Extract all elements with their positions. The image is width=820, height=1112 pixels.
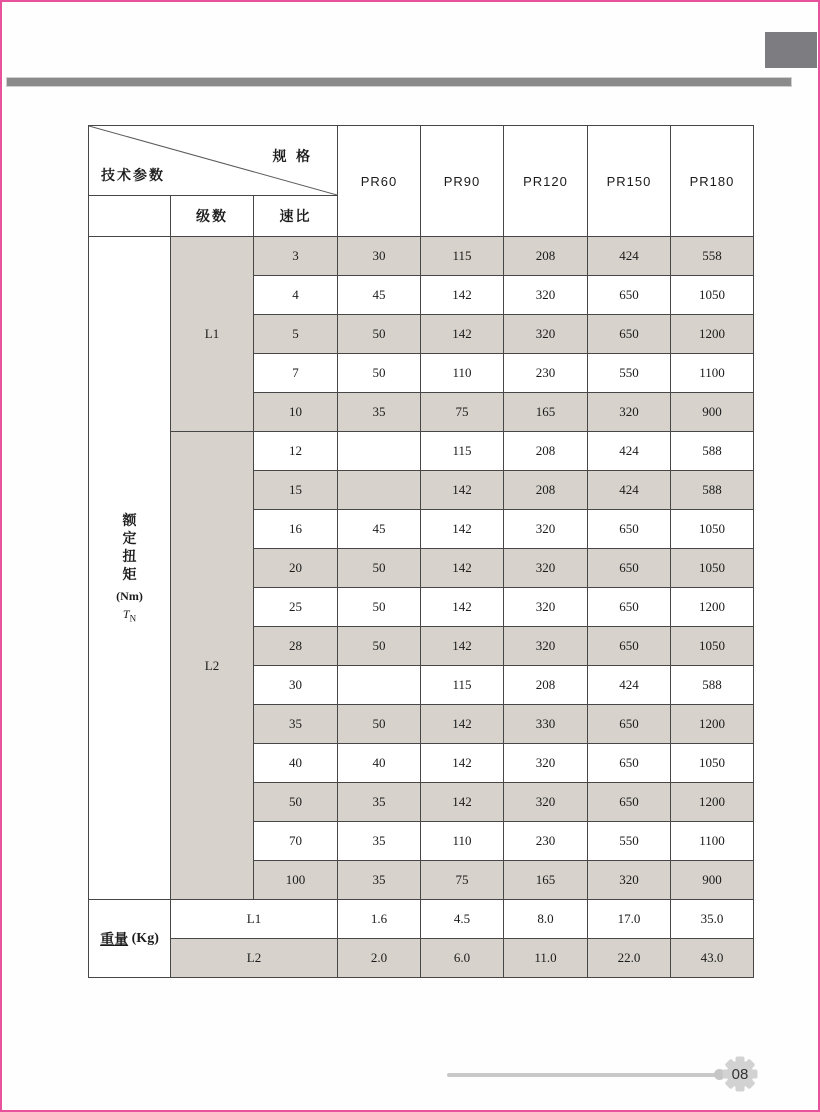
stage-header: 级数 (171, 196, 254, 237)
value-cell: 75 (421, 861, 504, 900)
weight-value-cell: 35.0 (671, 900, 754, 939)
weight-row-label: L1 (171, 900, 338, 939)
value-cell: 142 (421, 315, 504, 354)
weight-value-cell: 1.6 (338, 900, 421, 939)
value-cell: 142 (421, 276, 504, 315)
weight-value-cell: 43.0 (671, 939, 754, 978)
value-cell: 142 (421, 588, 504, 627)
value-cell: 35 (338, 822, 421, 861)
col-header-pr60: PR60 (338, 126, 421, 237)
ratio-cell: 5 (254, 315, 338, 354)
ratio-cell: 3 (254, 237, 338, 276)
value-cell: 650 (588, 549, 671, 588)
value-cell: 550 (588, 822, 671, 861)
torque-char: 矩 (122, 567, 137, 583)
col-header-pr120: PR120 (504, 126, 588, 237)
value-cell: 650 (588, 276, 671, 315)
stage-group-l2: L2 (171, 432, 254, 900)
page-number: 08 (731, 1065, 749, 1083)
ratio-cell: 10 (254, 393, 338, 432)
ratio-cell: 20 (254, 549, 338, 588)
value-cell: 320 (504, 549, 588, 588)
value-cell: 424 (588, 666, 671, 705)
torque-char: 扭 (122, 549, 137, 565)
value-cell: 142 (421, 510, 504, 549)
value-cell (338, 666, 421, 705)
value-cell: 424 (588, 432, 671, 471)
value-cell: 320 (588, 861, 671, 900)
weight-row-label: L2 (171, 939, 338, 978)
value-cell: 35 (338, 861, 421, 900)
value-cell: 650 (588, 627, 671, 666)
value-cell: 50 (338, 315, 421, 354)
value-cell: 320 (504, 783, 588, 822)
weight-value-cell: 6.0 (421, 939, 504, 978)
value-cell: 424 (588, 471, 671, 510)
value-cell: 208 (504, 237, 588, 276)
ratio-cell: 7 (254, 354, 338, 393)
value-cell: 142 (421, 744, 504, 783)
value-cell: 110 (421, 822, 504, 861)
value-cell: 320 (504, 315, 588, 354)
value-cell: 208 (504, 471, 588, 510)
spec-table (88, 125, 754, 978)
ratio-cell: 28 (254, 627, 338, 666)
value-cell: 650 (588, 705, 671, 744)
weight-value-cell: 2.0 (338, 939, 421, 978)
torque-char: 额 (122, 513, 137, 529)
ratio-cell: 4 (254, 276, 338, 315)
weight-unit: (Kg) (131, 930, 159, 946)
ratio-cell: 30 (254, 666, 338, 705)
ratio-header: 速比 (254, 196, 338, 237)
value-cell: 1200 (671, 315, 754, 354)
ratio-cell: 100 (254, 861, 338, 900)
value-cell: 165 (504, 861, 588, 900)
value-cell: 558 (671, 237, 754, 276)
value-cell: 650 (588, 315, 671, 354)
weight-label-cell (89, 900, 171, 978)
value-cell: 115 (421, 432, 504, 471)
ratio-cell: 15 (254, 471, 338, 510)
value-cell: 35 (338, 783, 421, 822)
spec-header-label: 规 格 (272, 150, 313, 165)
weight-value-cell: 8.0 (504, 900, 588, 939)
value-cell: 650 (588, 783, 671, 822)
value-cell: 320 (504, 588, 588, 627)
weight-value-cell: 4.5 (421, 900, 504, 939)
value-cell: 230 (504, 354, 588, 393)
value-cell: 1050 (671, 549, 754, 588)
value-cell: 900 (671, 861, 754, 900)
value-cell: 1200 (671, 588, 754, 627)
table-corner-cell (89, 126, 338, 196)
value-cell: 550 (588, 354, 671, 393)
value-cell: 50 (338, 354, 421, 393)
ratio-cell: 40 (254, 744, 338, 783)
value-cell: 50 (338, 705, 421, 744)
col-header-pr180: PR180 (671, 126, 754, 237)
weight-value-cell: 11.0 (504, 939, 588, 978)
weight-value-cell: 17.0 (588, 900, 671, 939)
value-cell: 208 (504, 432, 588, 471)
value-cell: 50 (338, 549, 421, 588)
value-cell: 320 (504, 627, 588, 666)
value-cell: 230 (504, 822, 588, 861)
value-cell: 320 (588, 393, 671, 432)
footer-line (447, 1073, 717, 1077)
value-cell: 588 (671, 471, 754, 510)
value-cell: 1050 (671, 510, 754, 549)
value-cell: 320 (504, 510, 588, 549)
header-accent-square (765, 32, 817, 68)
value-cell (338, 432, 421, 471)
value-cell: 1050 (671, 627, 754, 666)
torque-label-cell (89, 237, 171, 900)
empty-header-cell (89, 196, 171, 237)
value-cell: 320 (504, 276, 588, 315)
value-cell: 320 (504, 744, 588, 783)
value-cell: 45 (338, 276, 421, 315)
value-cell: 75 (421, 393, 504, 432)
value-cell: 1200 (671, 705, 754, 744)
ratio-cell: 25 (254, 588, 338, 627)
value-cell: 1050 (671, 276, 754, 315)
ratio-cell: 12 (254, 432, 338, 471)
tech-params-label: 技术参数 (101, 169, 165, 184)
value-cell: 142 (421, 705, 504, 744)
stage-group-l1: L1 (171, 237, 254, 432)
value-cell: 142 (421, 549, 504, 588)
value-cell: 115 (421, 666, 504, 705)
value-cell: 142 (421, 783, 504, 822)
value-cell: 1100 (671, 822, 754, 861)
col-header-pr90: PR90 (421, 126, 504, 237)
col-header-pr150: PR150 (588, 126, 671, 237)
ratio-cell: 16 (254, 510, 338, 549)
value-cell: 115 (421, 237, 504, 276)
value-cell: 650 (588, 588, 671, 627)
ratio-cell: 70 (254, 822, 338, 861)
header-rule-bar (6, 77, 792, 87)
value-cell: 650 (588, 510, 671, 549)
weight-label: 重量 (100, 932, 129, 948)
value-cell: 588 (671, 432, 754, 471)
value-cell: 142 (421, 627, 504, 666)
value-cell: 40 (338, 744, 421, 783)
torque-unit: (Nm) (116, 588, 143, 603)
value-cell: 1100 (671, 354, 754, 393)
ratio-cell: 50 (254, 783, 338, 822)
value-cell (338, 471, 421, 510)
value-cell: 35 (338, 393, 421, 432)
value-cell: 588 (671, 666, 754, 705)
value-cell: 1050 (671, 744, 754, 783)
value-cell: 50 (338, 627, 421, 666)
ratio-cell: 35 (254, 705, 338, 744)
value-cell: 45 (338, 510, 421, 549)
value-cell: 110 (421, 354, 504, 393)
value-cell: 30 (338, 237, 421, 276)
torque-char: 定 (122, 531, 137, 547)
value-cell: 50 (338, 588, 421, 627)
value-cell: 330 (504, 705, 588, 744)
torque-symbol: $T_N$ (122, 606, 137, 624)
value-cell: 1200 (671, 783, 754, 822)
value-cell: 208 (504, 666, 588, 705)
value-cell: 165 (504, 393, 588, 432)
value-cell: 900 (671, 393, 754, 432)
value-cell: 424 (588, 237, 671, 276)
value-cell: 142 (421, 471, 504, 510)
weight-value-cell: 22.0 (588, 939, 671, 978)
value-cell: 650 (588, 744, 671, 783)
